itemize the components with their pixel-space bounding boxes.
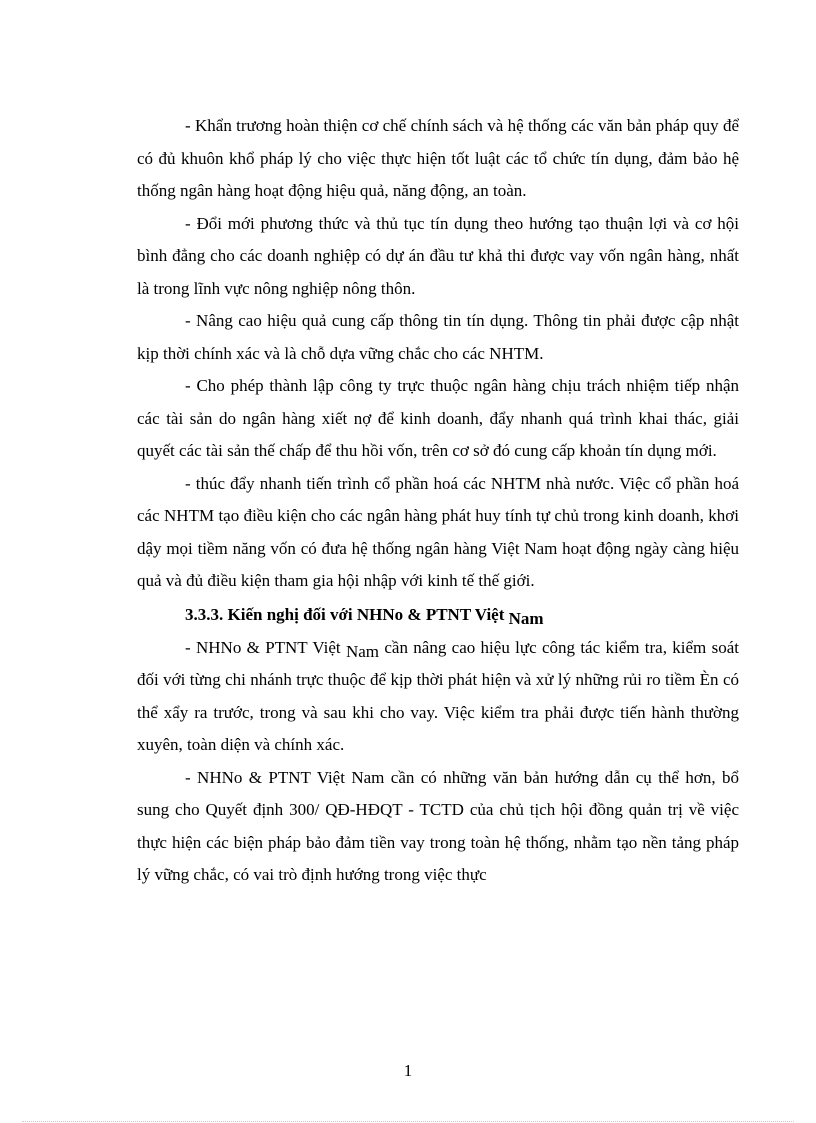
paragraph-inspection — [137, 632, 739, 762]
section-heading-main: 3.3.3. Kiến nghị đối với NHNo & PTNT Việt — [185, 604, 509, 624]
paragraph-inspection-before: - NHNo & PTNT Việt — [185, 637, 346, 657]
page-number: 1 — [403, 1061, 413, 1080]
paragraph-legal-framework: - Khẩn trương hoàn thiện cơ chế chính sách và hệ thống các văn bản pháp quy để có đủ khuôn khổ pháp lý cho việc thực hiện tốt luật các tổ chức tín dụng, đảm bảo hệ thống ngân hàng hoạt động hiệu quả, năng động, an toàn. — [137, 116, 739, 200]
paragraph-guidance: - NHNo & PTNT Việt Nam cần có những văn bản hướng dẫn cụ thể hơn, bổ sung cho Quyết định 300/ QĐ-HĐQT - TCTD của chủ tịch hội đồng quản trị về việc thực hiện các biện pháp bảo đảm tiền vay trong toàn hệ thống, nhằm tạo nền tảng pháp lý vững chắc, có vai trò định hướng trong việc thực — [137, 767, 739, 884]
paragraph-credit-procedures: - Đổi mới phương thức và thủ tục tín dụng theo hướng tạo thuận lợi và cơ hội bình đẳng cho các doanh nghiệp có dự án đầu tư khả thi được vay vốn ngân hàng, nhất là trong lĩnh vực nông nghiệp nông thôn. — [137, 213, 739, 298]
body-text — [137, 110, 739, 892]
section-heading-sub: Nam — [508, 608, 544, 628]
paragraph-asset-company: - Cho phép thành lập công ty trực thuộc ngân hàng chịu trách nhiệm tiếp nhận các tài sản do ngân hàng xiết nợ để kinh doanh, đẩy nhanh quá trình khai thác, giải quyết các tài sản thế chấp để thu hồi vốn, trên cơ sở đó cung cấp khoản tín dụng mới. — [137, 376, 739, 460]
paragraph-inspection-sub: Nam — [345, 641, 380, 661]
paragraph-credit-information: - Nâng cao hiệu quả cung cấp thông tin tín dụng. Thông tin phải được cập nhật kịp thời chính xác và là chỗ dựa vững chắc cho các NHTM. — [137, 311, 739, 363]
section-heading — [137, 598, 739, 632]
paragraph-inspection-after: cần nâng cao hiệu lực công tác kiểm tra, kiểm soát đối với từng chi nhánh trực thuộc để kịp thời phát hiện và xử lý những rủi ro tiềm Èn có thể xẩy ra trước, trong và sau khi cho vay. Việc kiểm tra phải được tiến hành thường xuyên, toàn diện và chính xác. — [137, 637, 739, 754]
page-bottom-rule — [22, 1121, 794, 1122]
paragraph-equitization: - thúc đẩy nhanh tiến trình cổ phần hoá các NHTM nhà nước. Việc cổ phần hoá các NHTM tạo điều kiện cho các ngân hàng phát huy tính tự chủ trong kinh doanh, khơi dậy mọi tiềm năng vốn có đưa hệ thống ngân hàng Việt Nam hoạt động ngày càng hiệu quả và đủ điều kiện tham gia hội nhập với kinh tế thế giới. — [137, 473, 739, 590]
